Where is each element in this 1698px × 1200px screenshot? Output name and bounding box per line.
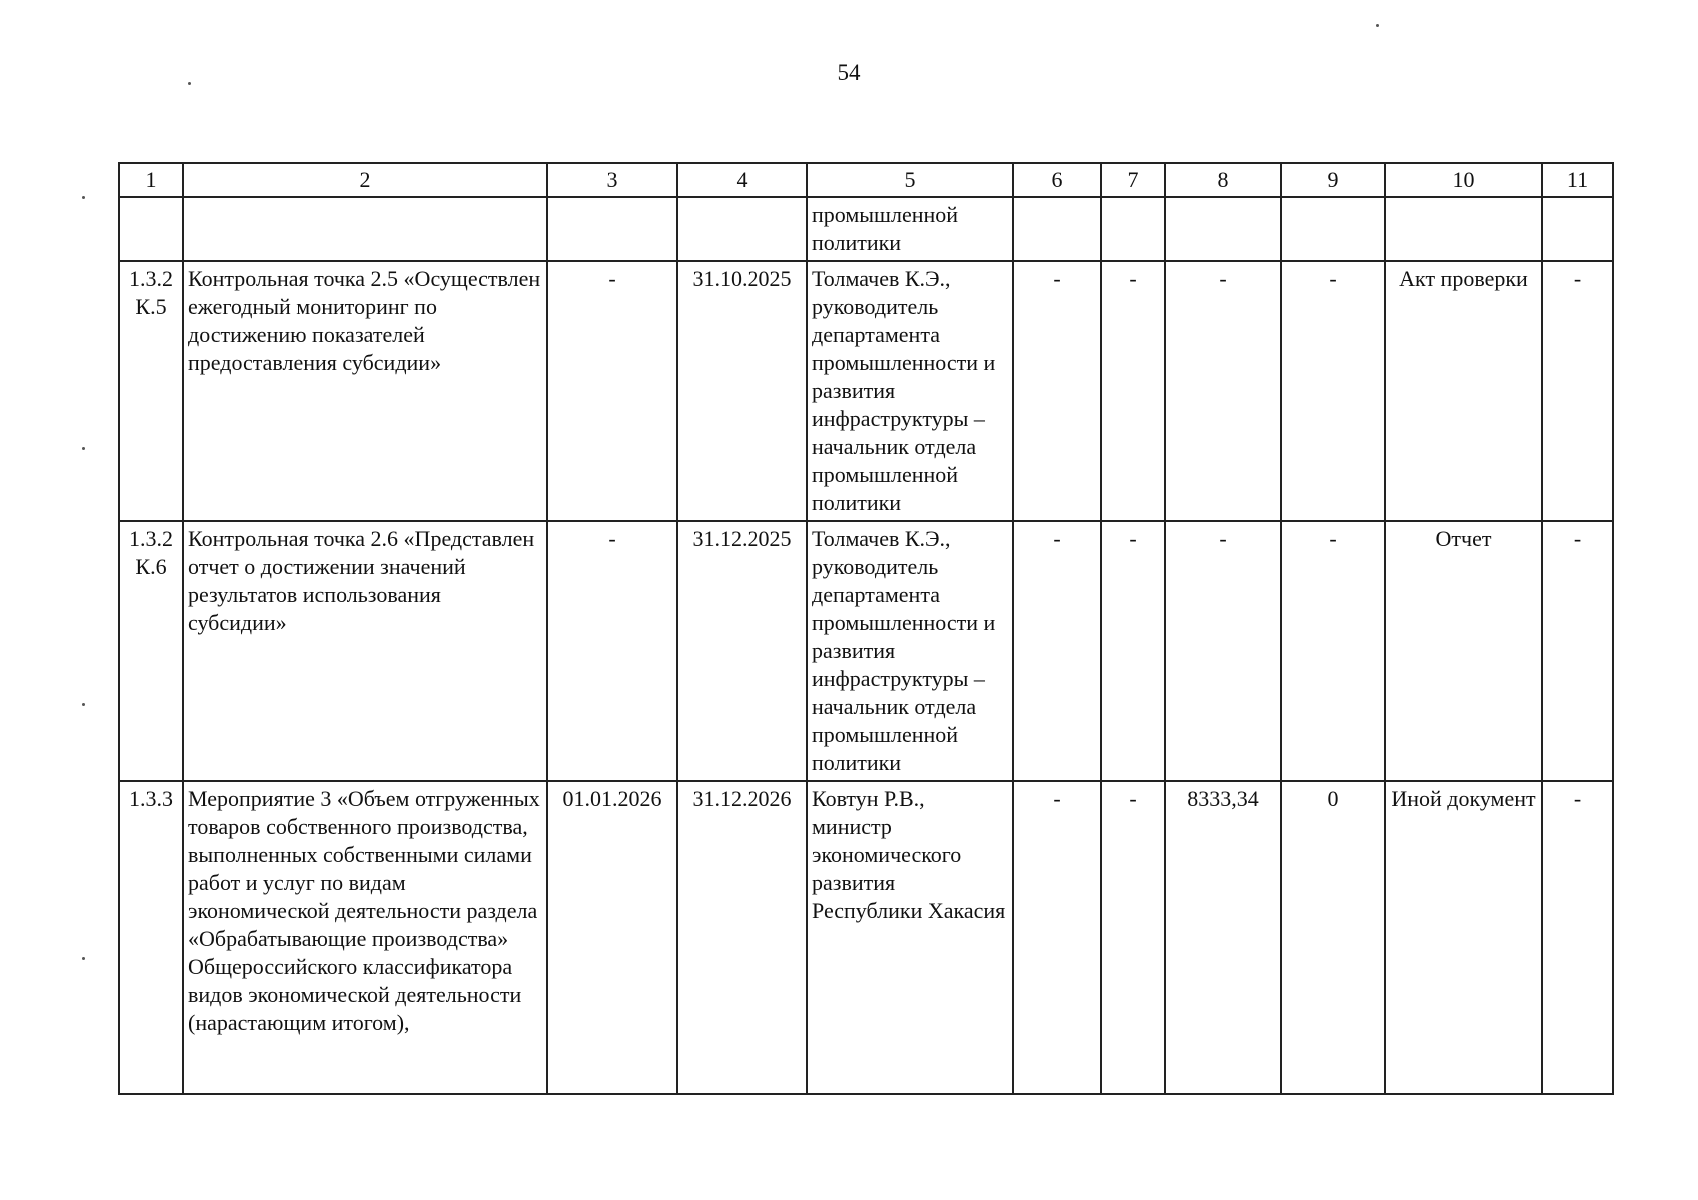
cell-col9: -: [1281, 521, 1385, 781]
cell-col7: -: [1101, 781, 1165, 1094]
column-header: 10: [1385, 163, 1542, 197]
column-header: 7: [1101, 163, 1165, 197]
header-row: [119, 163, 1613, 197]
table-row: [119, 781, 1613, 1094]
column-header: 2: [183, 163, 547, 197]
cell-document: Отчет: [1385, 521, 1542, 781]
cell-start-date: -: [547, 261, 677, 521]
cell-name: [183, 197, 547, 261]
cell-document: Иной документ: [1385, 781, 1542, 1094]
column-header: 9: [1281, 163, 1385, 197]
cell-number: 1.3.3: [119, 781, 183, 1094]
cell-start-date: -: [547, 521, 677, 781]
cell-col6: -: [1013, 261, 1101, 521]
cell-responsible: Ковтун Р.В., министр экономического развития Республики Хакасия: [807, 781, 1013, 1094]
scan-speck: [82, 703, 85, 706]
cell-document: Акт проверки: [1385, 261, 1542, 521]
scan-speck: [82, 447, 85, 450]
cell-col9: [1281, 197, 1385, 261]
cell-col6: -: [1013, 781, 1101, 1094]
cell-responsible: промышленной политики: [807, 197, 1013, 261]
cell-col7: -: [1101, 261, 1165, 521]
cell-col6: -: [1013, 521, 1101, 781]
cell-name: Контрольная точка 2.5 «Осуществлен ежегодный мониторинг по достижению показателей предоставления субсидии»: [183, 261, 547, 521]
cell-number: 1.3.2 К.5: [119, 261, 183, 521]
cell-name: Мероприятие 3 «Объем отгруженных товаров собственного производства, выполненных собственными силами работ и услуг по видам экономической деятельности раздела «Обрабатывающие производства» Общероссийского классификатора видов экономической деятельности (нарастающим итогом),: [183, 781, 547, 1094]
cell-col8: -: [1165, 261, 1281, 521]
cell-col8: [1165, 197, 1281, 261]
column-header: 6: [1013, 163, 1101, 197]
cell-end-date: 31.10.2025: [677, 261, 807, 521]
cell-col11: -: [1542, 781, 1613, 1094]
cell-responsible: Толмачев К.Э., руководитель департамента промышленности и развития инфраструктуры – начальник отдела промышленной политики: [807, 521, 1013, 781]
scan-speck: [188, 82, 191, 85]
scan-speck: [1376, 24, 1379, 27]
data-table: [118, 162, 1614, 1095]
cell-end-date: [677, 197, 807, 261]
cell-number: [119, 197, 183, 261]
scan-speck: [82, 196, 85, 199]
cell-end-date: 31.12.2025: [677, 521, 807, 781]
column-header: 8: [1165, 163, 1281, 197]
cell-responsible: Толмачев К.Э., руководитель департамента промышленности и развития инфраструктуры – начальник отдела промышленной политики: [807, 261, 1013, 521]
cell-end-date: 31.12.2026: [677, 781, 807, 1094]
cell-col11: -: [1542, 521, 1613, 781]
page-number: 54: [837, 60, 861, 85]
cell-start-date: [547, 197, 677, 261]
cell-col9: 0: [1281, 781, 1385, 1094]
table-row: [119, 261, 1613, 521]
cell-document: [1385, 197, 1542, 261]
table-row: [119, 521, 1613, 781]
scan-speck: [82, 957, 85, 960]
cell-col11: -: [1542, 261, 1613, 521]
column-header: 4: [677, 163, 807, 197]
column-header: 5: [807, 163, 1013, 197]
cell-start-date: 01.01.2026: [547, 781, 677, 1094]
table-row: [119, 197, 1613, 261]
cell-col7: [1101, 197, 1165, 261]
column-header: 3: [547, 163, 677, 197]
cell-col11: [1542, 197, 1613, 261]
column-header: 11: [1542, 163, 1613, 197]
cell-col8: -: [1165, 521, 1281, 781]
cell-col8: 8333,34: [1165, 781, 1281, 1094]
cell-col6: [1013, 197, 1101, 261]
cell-number: 1.3.2 К.6: [119, 521, 183, 781]
cell-col7: -: [1101, 521, 1165, 781]
column-header: 1: [119, 163, 183, 197]
cell-name: Контрольная точка 2.6 «Представлен отчет о достижении значений результатов использования субсидии»: [183, 521, 547, 781]
cell-col9: -: [1281, 261, 1385, 521]
